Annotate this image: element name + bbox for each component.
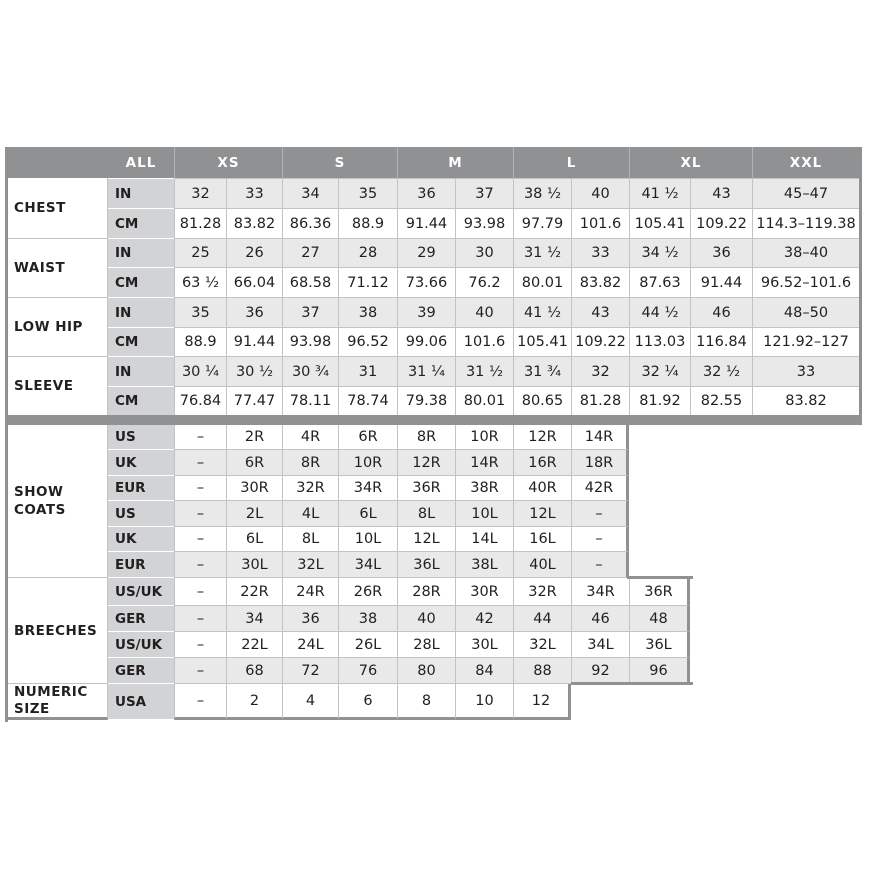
value-cell: 35 bbox=[338, 178, 397, 208]
value-cell: 38R bbox=[455, 476, 513, 501]
unit-us-uk: US/UK bbox=[108, 632, 174, 658]
value-cell: 38 ½ bbox=[513, 178, 571, 208]
value-cell: – bbox=[174, 552, 226, 578]
value-cell: 2 bbox=[226, 684, 282, 720]
value-cell: 48–50 bbox=[752, 297, 859, 327]
value-cell: 38 bbox=[338, 297, 397, 327]
value-cell: 88.9 bbox=[174, 327, 226, 356]
value-cell: – bbox=[174, 632, 226, 658]
value-cell: 36 bbox=[226, 297, 282, 327]
value-cell: 26 bbox=[226, 238, 282, 267]
value-cell: – bbox=[174, 425, 226, 450]
value-cell: 30 bbox=[455, 238, 513, 267]
value-cell: 28L bbox=[397, 632, 455, 658]
value-cell: 30R bbox=[455, 578, 513, 606]
header-xs: XS bbox=[174, 147, 282, 178]
value-cell: 34 ½ bbox=[629, 238, 690, 267]
unit-cm: CM bbox=[108, 208, 174, 238]
value-cell: 34R bbox=[338, 476, 397, 501]
value-cell: 78.74 bbox=[338, 386, 397, 415]
value-cell: 105.41 bbox=[513, 327, 571, 356]
value-cell: 37 bbox=[455, 178, 513, 208]
value-cell: 101.6 bbox=[455, 327, 513, 356]
value-cell: – bbox=[571, 501, 629, 527]
value-cell: 22R bbox=[226, 578, 282, 606]
row-label-show-coats: SHOW COATS bbox=[8, 425, 108, 578]
row-label-sleeve: SLEEVE bbox=[8, 356, 108, 415]
value-cell: 105.41 bbox=[629, 208, 690, 238]
value-cell: 80.01 bbox=[513, 267, 571, 297]
value-cell: 66.04 bbox=[226, 267, 282, 297]
value-cell: 46 bbox=[690, 297, 752, 327]
value-cell: 26R bbox=[338, 578, 397, 606]
value-cell: 4L bbox=[282, 501, 338, 527]
value-cell: 73.66 bbox=[397, 267, 455, 297]
value-cell: 6 bbox=[338, 684, 397, 720]
value-cell: 30R bbox=[226, 476, 282, 501]
value-cell: 40R bbox=[513, 476, 571, 501]
value-cell: 31 ¾ bbox=[513, 356, 571, 386]
value-cell: 31 ½ bbox=[513, 238, 571, 267]
row-label-chest: CHEST bbox=[8, 178, 108, 238]
value-cell: 28 bbox=[338, 238, 397, 267]
value-cell: – bbox=[174, 476, 226, 501]
value-cell: 30 ¾ bbox=[282, 356, 338, 386]
value-cell: 37 bbox=[282, 297, 338, 327]
value-cell: 77.47 bbox=[226, 386, 282, 415]
value-cell: 8R bbox=[282, 450, 338, 476]
value-cell: 34L bbox=[571, 632, 629, 658]
header-all: ALL bbox=[125, 154, 157, 171]
value-cell: 80.01 bbox=[455, 386, 513, 415]
row-label-breeches: BREECHES bbox=[8, 578, 108, 684]
header-s: S bbox=[282, 147, 397, 178]
unit-us-uk: US/UK bbox=[108, 578, 174, 606]
value-cell: 8 bbox=[397, 684, 455, 720]
value-cell: 71.12 bbox=[338, 267, 397, 297]
value-cell: – bbox=[174, 527, 226, 552]
value-cell: 10 bbox=[455, 684, 513, 720]
value-cell: 39 bbox=[397, 297, 455, 327]
value-cell: 6R bbox=[338, 425, 397, 450]
value-cell: 36R bbox=[397, 476, 455, 501]
value-cell: 24R bbox=[282, 578, 338, 606]
unit-us: US bbox=[108, 425, 174, 450]
value-cell: 44 ½ bbox=[629, 297, 690, 327]
value-cell: 31 ¼ bbox=[397, 356, 455, 386]
value-cell: 63 ½ bbox=[174, 267, 226, 297]
row-label-numeric-size: NUMERIC SIZE bbox=[8, 684, 108, 720]
value-cell: 2R bbox=[226, 425, 282, 450]
value-cell: 93.98 bbox=[455, 208, 513, 238]
value-cell: 42R bbox=[571, 476, 629, 501]
value-cell: 30 ¼ bbox=[174, 356, 226, 386]
unit-in: IN bbox=[108, 297, 174, 327]
unit-ger: GER bbox=[108, 658, 174, 684]
header-xxl: XXL bbox=[752, 147, 859, 178]
value-cell: 32 ¼ bbox=[629, 356, 690, 386]
value-cell: 81.92 bbox=[629, 386, 690, 415]
value-cell: 38 bbox=[338, 606, 397, 632]
value-cell: 8L bbox=[282, 527, 338, 552]
value-cell: – bbox=[174, 578, 226, 606]
value-cell: 10L bbox=[455, 501, 513, 527]
value-cell: 12L bbox=[397, 527, 455, 552]
value-cell: 32 bbox=[174, 178, 226, 208]
unit-in: IN bbox=[108, 178, 174, 208]
value-cell: 41 ½ bbox=[629, 178, 690, 208]
value-cell: 109.22 bbox=[571, 327, 629, 356]
value-cell: 88 bbox=[513, 658, 571, 684]
value-cell: 25 bbox=[174, 238, 226, 267]
value-cell: 81.28 bbox=[174, 208, 226, 238]
value-cell: 31 ½ bbox=[455, 356, 513, 386]
value-cell: 116.84 bbox=[690, 327, 752, 356]
value-cell: 34R bbox=[571, 578, 629, 606]
value-cell: 82.55 bbox=[690, 386, 752, 415]
value-cell: 10R bbox=[338, 450, 397, 476]
value-cell: 10R bbox=[455, 425, 513, 450]
value-cell: 45–47 bbox=[752, 178, 859, 208]
value-cell: 30L bbox=[226, 552, 282, 578]
value-cell: 48 bbox=[629, 606, 690, 632]
value-cell: – bbox=[174, 684, 226, 720]
unit-uk: UK bbox=[108, 527, 174, 552]
value-cell: 32L bbox=[282, 552, 338, 578]
value-cell: 32R bbox=[513, 578, 571, 606]
lower-table-left-border bbox=[5, 424, 8, 722]
value-cell: 96.52–101.6 bbox=[752, 267, 859, 297]
value-cell: – bbox=[174, 658, 226, 684]
value-cell: 27 bbox=[282, 238, 338, 267]
value-cell: 92 bbox=[571, 658, 629, 684]
row-label-waist: WAIST bbox=[8, 238, 108, 297]
row-label-low-hip: LOW HIP bbox=[8, 297, 108, 356]
value-cell: 4 bbox=[282, 684, 338, 720]
unit-cm: CM bbox=[108, 386, 174, 415]
value-cell: 35 bbox=[174, 297, 226, 327]
value-cell: 26L bbox=[338, 632, 397, 658]
value-cell: 40 bbox=[455, 297, 513, 327]
value-cell: 16L bbox=[513, 527, 571, 552]
value-cell: 8L bbox=[397, 501, 455, 527]
value-cell: 44 bbox=[513, 606, 571, 632]
value-cell: 40 bbox=[571, 178, 629, 208]
value-cell: – bbox=[571, 552, 629, 578]
value-cell: 14L bbox=[455, 527, 513, 552]
value-cell: 99.06 bbox=[397, 327, 455, 356]
value-cell: 2L bbox=[226, 501, 282, 527]
value-cell: 96 bbox=[629, 658, 690, 684]
value-cell: 91.44 bbox=[397, 208, 455, 238]
value-cell: 29 bbox=[397, 238, 455, 267]
unit-eur: EUR bbox=[108, 476, 174, 501]
value-cell: 121.92–127 bbox=[752, 327, 859, 356]
header-xl: XL bbox=[629, 147, 752, 178]
unit-usa: USA bbox=[108, 684, 174, 720]
value-cell: 76.2 bbox=[455, 267, 513, 297]
value-cell: 6R bbox=[226, 450, 282, 476]
value-cell: 36 bbox=[282, 606, 338, 632]
value-cell: 12R bbox=[513, 425, 571, 450]
value-cell: 32 bbox=[571, 356, 629, 386]
value-cell: 6L bbox=[338, 501, 397, 527]
header-m: M bbox=[397, 147, 513, 178]
value-cell: 4R bbox=[282, 425, 338, 450]
value-cell: 68 bbox=[226, 658, 282, 684]
value-cell: 72 bbox=[282, 658, 338, 684]
value-cell: 78.11 bbox=[282, 386, 338, 415]
unit-in: IN bbox=[108, 238, 174, 267]
value-cell: – bbox=[174, 450, 226, 476]
value-cell: 32 ½ bbox=[690, 356, 752, 386]
value-cell: 46 bbox=[571, 606, 629, 632]
value-cell: 33 bbox=[752, 356, 859, 386]
value-cell: 76.84 bbox=[174, 386, 226, 415]
value-cell: 43 bbox=[690, 178, 752, 208]
value-cell: 34 bbox=[282, 178, 338, 208]
value-cell: 96.52 bbox=[338, 327, 397, 356]
value-cell: 8R bbox=[397, 425, 455, 450]
value-cell: 12L bbox=[513, 501, 571, 527]
value-cell: 6L bbox=[226, 527, 282, 552]
value-cell: 87.63 bbox=[629, 267, 690, 297]
value-cell: 83.82 bbox=[226, 208, 282, 238]
value-cell: 41 ½ bbox=[513, 297, 571, 327]
value-cell: – bbox=[174, 501, 226, 527]
value-cell: 81.28 bbox=[571, 386, 629, 415]
unit-us: US bbox=[108, 501, 174, 527]
unit-in: IN bbox=[108, 356, 174, 386]
value-cell: 101.6 bbox=[571, 208, 629, 238]
upper-table-bottom-border bbox=[5, 415, 862, 424]
value-cell: 42 bbox=[455, 606, 513, 632]
value-cell: 36 bbox=[690, 238, 752, 267]
value-cell: 113.03 bbox=[629, 327, 690, 356]
value-cell: 79.38 bbox=[397, 386, 455, 415]
value-cell: 30L bbox=[455, 632, 513, 658]
value-cell: 91.44 bbox=[226, 327, 282, 356]
value-cell: 36 bbox=[397, 178, 455, 208]
value-cell: 31 bbox=[338, 356, 397, 386]
value-cell: 91.44 bbox=[690, 267, 752, 297]
value-cell: 97.79 bbox=[513, 208, 571, 238]
value-cell: 34L bbox=[338, 552, 397, 578]
value-cell: 93.98 bbox=[282, 327, 338, 356]
value-cell: 22L bbox=[226, 632, 282, 658]
value-cell: – bbox=[174, 606, 226, 632]
value-cell: 24L bbox=[282, 632, 338, 658]
value-cell: 83.82 bbox=[752, 386, 859, 415]
value-cell: 40L bbox=[513, 552, 571, 578]
unit-ger: GER bbox=[108, 606, 174, 632]
value-cell: 80 bbox=[397, 658, 455, 684]
value-cell: 36L bbox=[629, 632, 690, 658]
unit-cm: CM bbox=[108, 267, 174, 297]
value-cell: 10L bbox=[338, 527, 397, 552]
value-cell: 109.22 bbox=[690, 208, 752, 238]
unit-cm: CM bbox=[108, 327, 174, 356]
unit-uk: UK bbox=[108, 450, 174, 476]
value-cell: 16R bbox=[513, 450, 571, 476]
value-cell: 80.65 bbox=[513, 386, 571, 415]
header-l: L bbox=[513, 147, 629, 178]
value-cell: 14R bbox=[571, 425, 629, 450]
value-cell: 14R bbox=[455, 450, 513, 476]
value-cell: 38L bbox=[455, 552, 513, 578]
unit-eur: EUR bbox=[108, 552, 174, 578]
value-cell: 32L bbox=[513, 632, 571, 658]
value-cell: 12 bbox=[513, 684, 571, 720]
value-cell: 12R bbox=[397, 450, 455, 476]
value-cell: 38–40 bbox=[752, 238, 859, 267]
value-cell: 86.36 bbox=[282, 208, 338, 238]
value-cell: 18R bbox=[571, 450, 629, 476]
value-cell: 33 bbox=[226, 178, 282, 208]
value-cell: – bbox=[571, 527, 629, 552]
value-cell: 114.3–119.38 bbox=[752, 208, 859, 238]
value-cell: 33 bbox=[571, 238, 629, 267]
value-cell: 76 bbox=[338, 658, 397, 684]
value-cell: 36L bbox=[397, 552, 455, 578]
value-cell: 68.58 bbox=[282, 267, 338, 297]
value-cell: 40 bbox=[397, 606, 455, 632]
value-cell: 28R bbox=[397, 578, 455, 606]
value-cell: 43 bbox=[571, 297, 629, 327]
value-cell: 36R bbox=[629, 578, 690, 606]
value-cell: 30 ½ bbox=[226, 356, 282, 386]
value-cell: 83.82 bbox=[571, 267, 629, 297]
value-cell: 88.9 bbox=[338, 208, 397, 238]
value-cell: 32R bbox=[282, 476, 338, 501]
value-cell: 84 bbox=[455, 658, 513, 684]
value-cell: 34 bbox=[226, 606, 282, 632]
